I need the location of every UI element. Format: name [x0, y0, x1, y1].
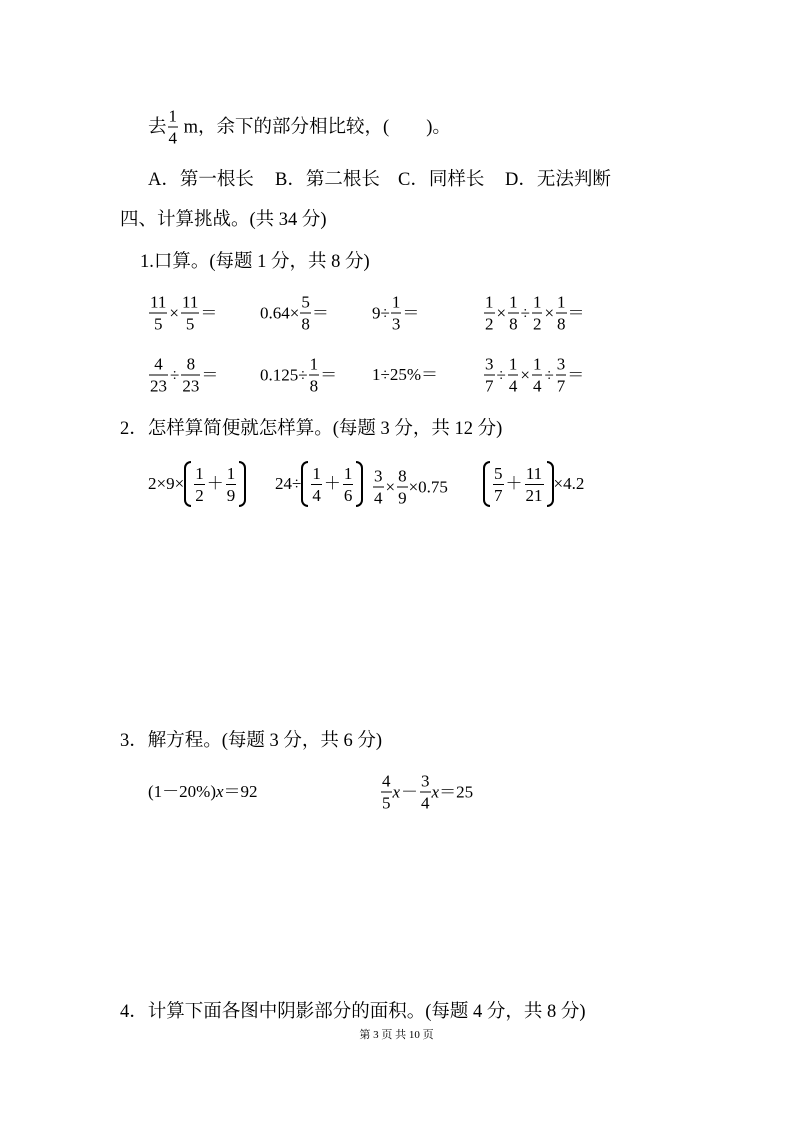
numerator: 1 [168, 106, 178, 126]
right-parenthesis [356, 461, 363, 507]
fraction [484, 354, 495, 397]
right-parenthesis [239, 461, 246, 507]
denominator: 2 [485, 314, 494, 334]
denominator: 21 [525, 485, 543, 505]
numerator: 8 [181, 354, 200, 376]
numerator: 5 [494, 463, 503, 483]
expression-1c [372, 292, 419, 335]
fraction [397, 466, 408, 509]
variable-x: x [215, 782, 224, 801]
expression-1e [148, 354, 218, 397]
fraction [532, 354, 543, 397]
part3-title-text: 3．解方程。(每题 3 分，共 6 分) [120, 731, 383, 751]
denominator: 8 [301, 314, 310, 334]
numerator: 1 [508, 354, 518, 374]
equals-sign: ＝ [567, 303, 585, 322]
denominator: 8 [509, 314, 518, 334]
option-d [505, 168, 611, 192]
equation-3a [148, 780, 258, 804]
denominator: 7 [556, 376, 566, 396]
numerator: 1 [309, 354, 319, 374]
fraction [525, 463, 544, 506]
variable-x: x [431, 782, 440, 801]
denominator: 4 [508, 376, 518, 396]
numerator: 1 [557, 292, 566, 312]
part1-title [140, 250, 370, 274]
expression-2b [275, 461, 363, 507]
equation-suffix: ＝92 [223, 782, 258, 801]
operator: ÷ [170, 365, 180, 384]
expression-prefix: 0.125÷ [260, 365, 308, 384]
denominator: 23 [182, 376, 200, 396]
expression-prefix: 24÷ [275, 474, 302, 493]
operator: ÷ [496, 365, 506, 384]
equation-suffix: ＝25 [439, 782, 474, 801]
equals-sign: ＝ [567, 365, 585, 384]
question-tail [148, 106, 451, 149]
operator: ＋ [206, 474, 224, 493]
denominator: 23 [150, 376, 167, 396]
denominator: 9 [226, 485, 236, 505]
option-b [275, 168, 380, 192]
page-footer: 第 3 页 共 10 页 [359, 1029, 434, 1041]
denominator: 4 [532, 376, 542, 396]
part2-title-text: 2．怎样算简便就怎样算。(每题 3 分，共 12 分) [120, 419, 503, 439]
expression-1g [372, 363, 438, 387]
operator: ÷ [544, 365, 554, 384]
numerator: 4 [149, 354, 168, 376]
operator: × [496, 303, 507, 322]
fraction [484, 292, 495, 335]
option-a [148, 168, 254, 192]
numerator: 3 [556, 354, 566, 374]
expression-prefix: 2×9× [148, 474, 185, 493]
numerator: 1 [509, 292, 518, 312]
numerator: 5 [301, 292, 310, 312]
denominator: 7 [494, 485, 503, 505]
fraction [181, 354, 200, 397]
fraction [508, 354, 519, 397]
expression-1d [483, 292, 585, 335]
denominator: 4 [374, 488, 383, 508]
fraction [420, 771, 431, 814]
option-b-text: B．第二根长 [275, 170, 380, 190]
numerator: 1 [226, 463, 236, 483]
numerator: 8 [398, 466, 407, 486]
fraction [556, 354, 567, 397]
numerator: 1 [532, 354, 542, 374]
question-suffix: m，余下的部分相比较，( )。 [179, 117, 451, 137]
equals-sign: ＝ [201, 365, 219, 384]
left-parenthesis [301, 461, 308, 507]
expression-1b [260, 292, 329, 335]
fraction [181, 292, 199, 335]
numerator: 11 [525, 463, 543, 483]
fraction [226, 463, 237, 506]
question-prefix: 去 [148, 117, 167, 137]
option-a-text: A．第一根长 [148, 170, 254, 190]
operator: ＋ [505, 474, 523, 493]
numerator: 11 [150, 292, 167, 312]
part3-title [120, 729, 382, 753]
fraction [168, 106, 179, 149]
operator: ＋ [323, 474, 341, 493]
expression-suffix: ×0.75 [408, 477, 448, 496]
equals-sign: ＝ [311, 303, 329, 322]
denominator: 2 [532, 314, 542, 334]
operator: － [401, 782, 419, 801]
part4-title [120, 1000, 586, 1024]
fraction [309, 354, 320, 397]
denominator: 5 [185, 314, 195, 334]
denominator: 6 [343, 485, 353, 505]
numerator: 3 [374, 466, 383, 486]
expression-text: 1÷25%＝ [372, 365, 438, 384]
numerator: 1 [343, 463, 353, 483]
left-parenthesis [483, 461, 490, 507]
right-parenthesis [547, 461, 554, 507]
numerator: 4 [382, 771, 391, 791]
fraction [508, 292, 519, 335]
part1-title-text: 1.口算。(每题 1 分，共 8 分) [140, 252, 370, 272]
operator: × [520, 365, 530, 384]
expression-2c [372, 466, 448, 509]
equals-sign: ＝ [402, 303, 420, 322]
operator: × [385, 477, 396, 496]
denominator: 5 [382, 793, 391, 813]
denominator: 8 [557, 314, 566, 334]
equation-3b [380, 771, 473, 814]
fraction [381, 771, 392, 814]
fraction [194, 463, 205, 506]
fraction [149, 292, 167, 335]
denominator: 9 [398, 488, 407, 508]
section-title-text: 四、计算挑战。(共 34 分) [120, 210, 327, 230]
numerator: 1 [391, 292, 401, 312]
expression-suffix: ×4.2 [553, 474, 585, 493]
expression-prefix: 0.64× [260, 303, 300, 322]
option-c [398, 168, 484, 192]
expression-2a [148, 461, 246, 507]
part4-title-text: 4．计算下面各图中阴影部分的面积。(每题 4 分，共 8 分) [120, 1002, 586, 1022]
expression-1f [260, 354, 337, 397]
operator: ÷ [520, 303, 530, 322]
denominator: 2 [195, 485, 204, 505]
variable-x: x [392, 782, 401, 801]
denominator: 7 [485, 376, 494, 396]
numerator: 11 [181, 292, 199, 312]
expression-1h [483, 354, 584, 397]
fraction [311, 463, 322, 506]
denominator: 5 [153, 314, 163, 334]
denominator: 8 [309, 376, 319, 396]
equals-sign: ＝ [320, 365, 338, 384]
expression-2d [483, 461, 584, 507]
fraction [532, 292, 543, 335]
denominator: 4 [312, 485, 321, 505]
numerator: 3 [485, 354, 494, 374]
part2-title [120, 417, 502, 441]
left-parenthesis [184, 461, 191, 507]
numerator: 1 [195, 463, 204, 483]
numerator: 1 [532, 292, 542, 312]
expression-1a [148, 292, 217, 335]
section-title [120, 208, 327, 232]
fraction [373, 466, 384, 509]
operator: × [544, 303, 555, 322]
equals-sign: ＝ [200, 303, 218, 322]
numerator: 3 [421, 771, 430, 791]
option-c-text: C．同样长 [398, 170, 485, 190]
fraction [343, 463, 354, 506]
expression-prefix: 9÷ [372, 303, 390, 322]
numerator: 1 [312, 463, 321, 483]
fraction [149, 354, 168, 397]
fraction [493, 463, 504, 506]
denominator: 4 [168, 128, 178, 148]
denominator: 4 [421, 793, 430, 813]
denominator: 3 [391, 314, 401, 334]
option-d-text: D．无法判断 [505, 170, 611, 190]
fraction [300, 292, 311, 335]
fraction [556, 292, 567, 335]
fraction [391, 292, 402, 335]
equation-prefix: (1－20%) [148, 782, 216, 801]
numerator: 1 [485, 292, 494, 312]
operator: × [169, 303, 179, 322]
